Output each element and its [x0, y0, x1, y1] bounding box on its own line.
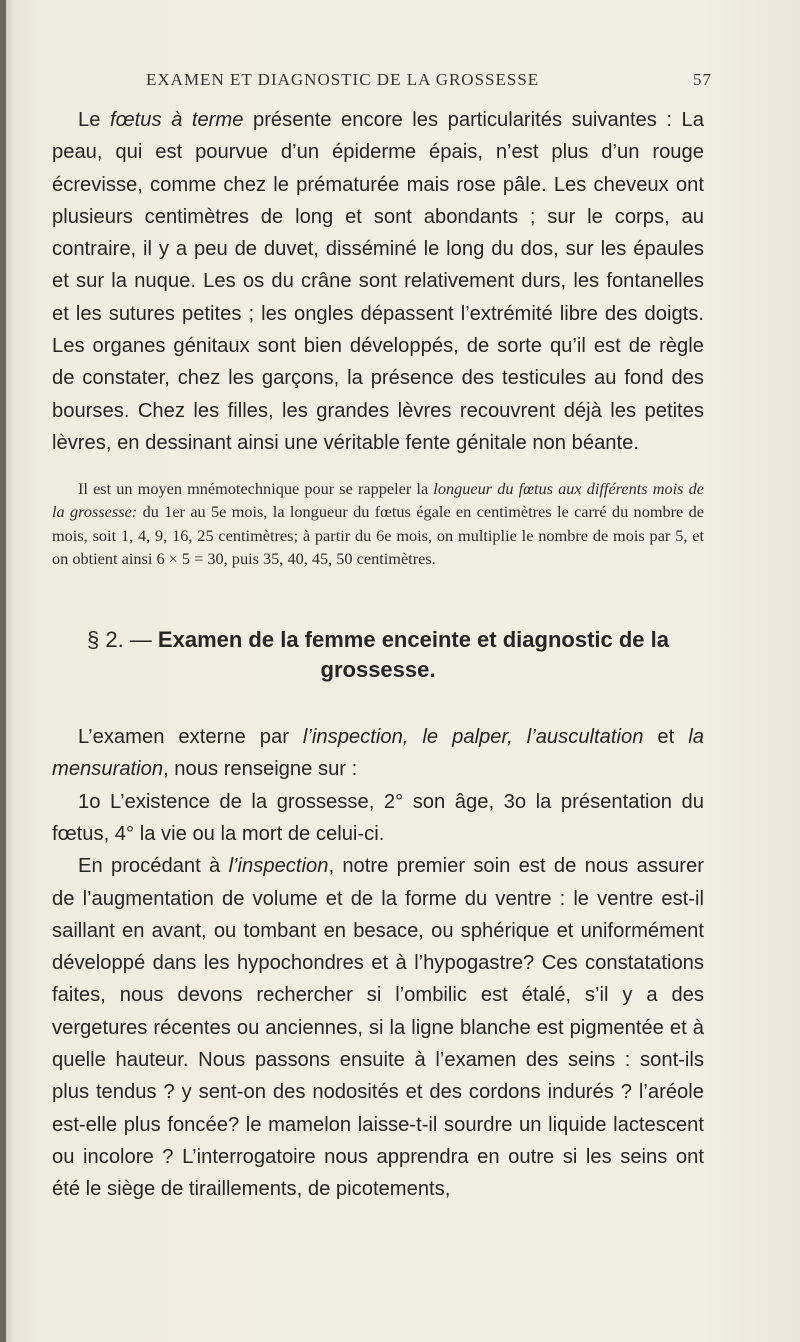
text-run: et [643, 726, 689, 749]
italic-term: l’inspection [228, 855, 329, 878]
text-run: , nous renseigne sur : [163, 758, 358, 781]
text-run: , notre premier soin est de nous assurer de l’augmentation de volume et de la forme du ventre : le ventre est-il saillant en avant, ou tombant en besace, ou sphérique et uniformément développé dans les hypochondres et à l’hypogastre? Ces constatations faites, nous devons rechercher si l’ombilic est étalé, s’il y a des vergetures récentes ou anciennes, si la ligne blanche est pigmentée et à quelle hauteur. Nous passons ensuite à l’examen des seins : sont-ils plus tendus ? y sent-on des nodosités et des cordons indurés ? l’aréole est-elle plus foncée? le mamelon laisse-t-il sourdre un liquide lactescent ou incolore ? L’interrogatoire nous apprendra en outre si les seins ont été le siège de tiraillements, de picotements, [52, 855, 704, 1201]
text-run: En procédant à [78, 855, 229, 878]
text-run: 1o L’existence de la grossesse, 2° son âge, 3o la présentation du fœtus, 4° la vie ou la mort de celui-ci. [52, 790, 704, 845]
text-run: Le [78, 109, 110, 131]
page-number: 57 [693, 70, 712, 89]
page-spine-edge [0, 0, 6, 1342]
paragraph-enumeration [52, 786, 704, 851]
italic-term: fœtus à terme [109, 109, 244, 131]
italic-term: l’inspection, le palper, l’auscultation [302, 726, 644, 749]
paragraph-inspection [52, 850, 704, 1205]
section-number: § 2. — [87, 627, 158, 653]
text-run: présente encore les particularités suivantes : La peau, qui est pourvue d’un épiderme épais, n’est plus d’un rouge écrevisse, comme chez le prématurée mais rose pâle. Les cheveux ont plusieurs centimètres de long et sont abondants ; sur le corps, au contraire, il y a peu de duvet, disséminé le long du dos, sur les épaules et sur la nuque. Les os du crâne sont relativement durs, les fontanelles et les sutures petites ; les ongles dépassent l’extrémité libre des doigts. Les organes génitaux sont bien développés, de sorte qu’il est de règle de constater, chez les garçons, la présence des testicules au fond des bourses. Chez les filles, les grandes lèvres recouvrent déjà les petites lèvres, en dessinant ainsi une véritable fente génitale non béante. [52, 109, 704, 454]
note-run: du 1er au 5e mois, la longueur du fœtus égale en centimètres le carré du nombre de mois, soit 1, 4, 9, 16, 25 centimètres; à partir du 6e mois, on multiplie le nombre de mois par 5, et on obtient ainsi 6 × 5 = 30, puis 35, 40, 45, 50 centimètres. [52, 502, 704, 568]
note-italic: longueur du fœtus aux différents mois de la grossesse: [52, 479, 704, 522]
footnote-mnemonic [52, 477, 704, 570]
note-run: Il est un moyen mnémotechnique pour se rappeler la [78, 479, 434, 499]
italic-term: la mensuration [52, 726, 704, 781]
text-run: L’examen externe par [78, 726, 303, 749]
section-heading [52, 625, 704, 685]
page-body [52, 104, 704, 1206]
paragraph-examen-externe [52, 721, 704, 786]
paragraph-foetus-a-terme [52, 104, 704, 459]
section-title: Examen de la femme enceinte et diagnostic de la grossesse. [157, 627, 669, 683]
running-title: EXAMEN ET DIAGNOSTIC DE LA GROSSESSE [146, 70, 540, 89]
